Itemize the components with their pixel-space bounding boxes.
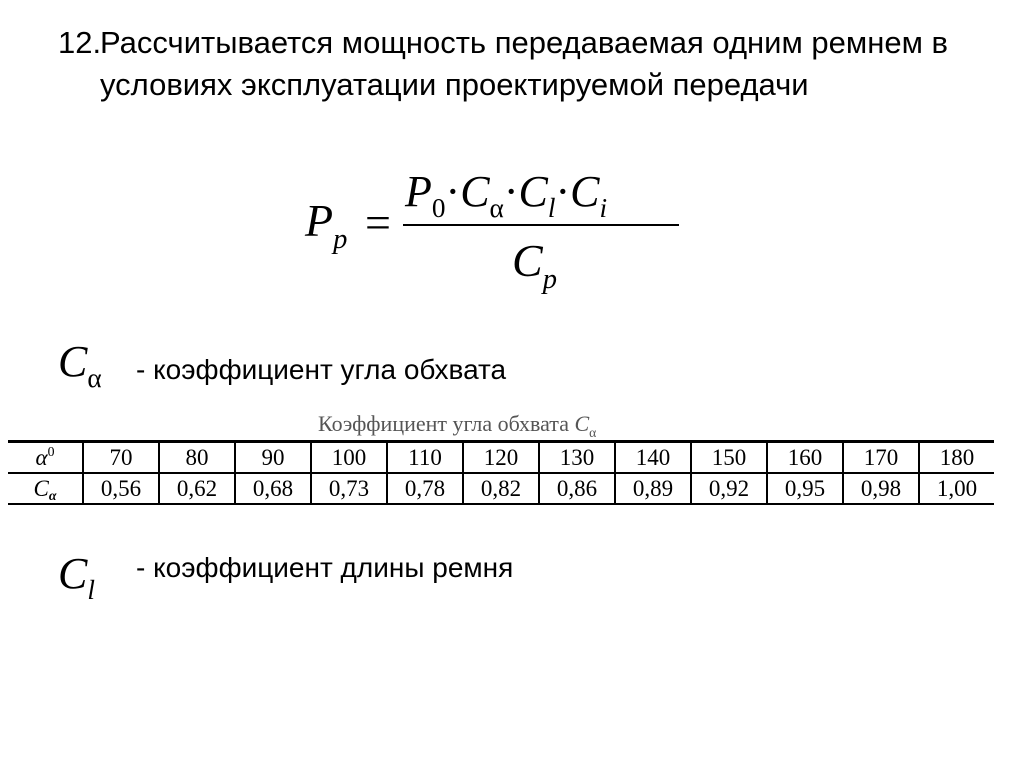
table-cell: 0,82: [463, 473, 539, 504]
power-formula: [305, 167, 685, 295]
definition-text: - коэффициент угла обхвата: [136, 354, 507, 385]
row-header-coefficient: Cα: [8, 473, 83, 504]
symbol-c-alpha: $C_\alpha$: [58, 337, 102, 394]
table-row: [8, 442, 994, 474]
table-cell: 70: [83, 442, 159, 474]
table-cell: 120: [463, 442, 539, 474]
table-cell: 0,73: [311, 473, 387, 504]
table-cell: 140: [615, 442, 691, 474]
formula-numerator: $P_0\cdot C_\alpha\cdot C_l\cdot C_i$: [405, 167, 608, 224]
fraction-bar: [403, 224, 679, 226]
table-cell: 0,62: [159, 473, 235, 504]
table-cell: 150: [691, 442, 767, 474]
table-row: [8, 473, 994, 504]
table-cell: 160: [767, 442, 843, 474]
formula-equals: =: [365, 197, 391, 248]
table-cell: 100: [311, 442, 387, 474]
definition-c-alpha: [58, 337, 658, 394]
row-header-angle: $\alpha^0$: [8, 442, 83, 474]
table-cell: 0,78: [387, 473, 463, 504]
heading-text: Рассчитывается мощность передаваемая одним ремнем в условиях эксплуатации проектируемой передачи: [100, 25, 948, 102]
formula-denominator: $C_p$: [512, 235, 557, 295]
table-cell: 90: [235, 442, 311, 474]
table-cell: 0,89: [615, 473, 691, 504]
symbol-c-l: $C_l$: [58, 549, 95, 606]
formula-lhs: $P_p$: [305, 195, 348, 255]
definition-c-l: [58, 548, 658, 608]
definition-text: - коэффициент длины ремня: [136, 552, 514, 583]
table-cell: 0,68: [235, 473, 311, 504]
table-cell: 0,56: [83, 473, 159, 504]
table-cell: 180: [919, 442, 994, 474]
table-cell: 80: [159, 442, 235, 474]
table-cell: 0,86: [539, 473, 615, 504]
wrap-angle-coefficient-table: [8, 440, 994, 505]
table-cell: 0,98: [843, 473, 919, 504]
table-cell: 0,92: [691, 473, 767, 504]
table-cell: 130: [539, 442, 615, 474]
table-cell: 0,95: [767, 473, 843, 504]
table-cell: 110: [387, 442, 463, 474]
table-cell: 170: [843, 442, 919, 474]
item-number: 12.: [58, 25, 102, 60]
slide-heading: [58, 22, 958, 106]
table-caption: Коэффициент угла обхвата $C_\alpha$: [318, 411, 597, 440]
table-cell: 1,00: [919, 473, 994, 504]
